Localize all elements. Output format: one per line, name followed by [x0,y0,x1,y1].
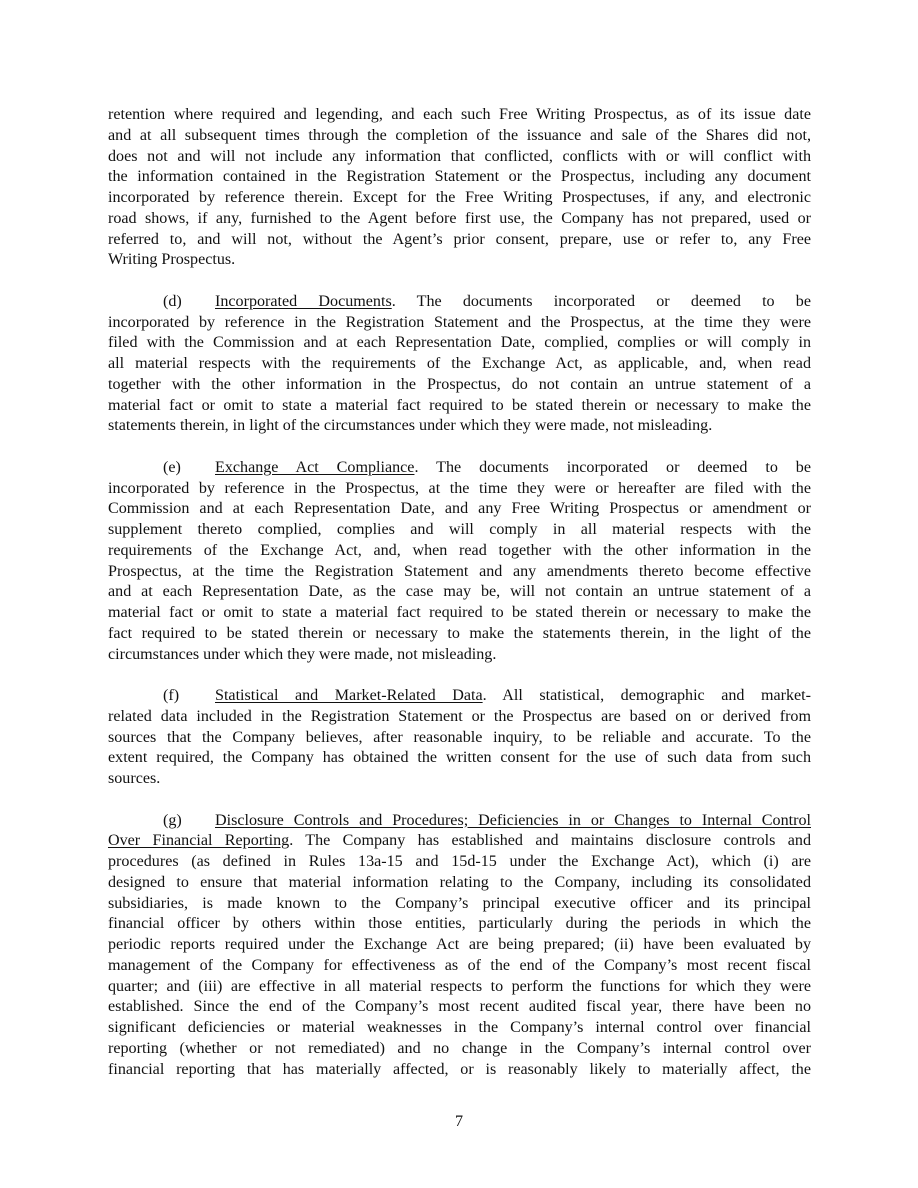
text-line: and at all subsequent times through the completion of the issuance and sale of the Shares did not, [108,126,811,144]
text-line: sources. [108,770,161,787]
section-label: (e) [163,458,181,476]
section-first-line [108,458,811,479]
text-line: circumstances under which they were made, not misleading. [108,645,497,663]
text-line: all material respects with the requirements of the Exchange Act, as applicable, and, when read [108,355,811,372]
section-first-line-text: . All statistical, demographic and market- [482,687,811,704]
text-line: statements therein, in light of the circumstances under which they were made, not misleading. [108,417,713,435]
section-label: (f) [163,687,180,704]
section-heading-continued: Over Financial Reporting [108,832,290,850]
text-line: management of the Company for effectiveness as of the end of the Company’s most recent fiscal [108,956,811,974]
text-line: requirements of the Exchange Act, and, when read together with the other information in the [108,541,811,559]
page-number: 7 [454,1113,464,1130]
document-page [108,105,811,1101]
text-line: established. Since the end of the Company’s most recent audited fiscal year, there have been no [108,998,811,1016]
section-heading: Incorporated Documents [215,292,392,310]
text-line: Prospectus, at the time the Registration Statement and any amendments thereto become effective [108,562,811,580]
section-first-line-text: . The documents incorporated or deemed to be [414,458,811,476]
section-g-disclosure-controls [108,811,811,1081]
section-heading: Exchange Act Compliance [215,458,415,476]
section-heading: Disclosure Controls and Procedures; Deficiencies in or Changes to Internal Control [215,811,811,829]
text-line: incorporated by reference in the Prospectus, at the time they were or hereafter are filed with the [108,479,811,497]
text-line: incorporated by reference in the Registration Statement and the Prospectus, at the time they were [108,313,811,331]
section-f-statistical-data [108,686,811,790]
text-line: financial reporting that has materially affected, or is reasonably likely to materially affect, the [108,1060,811,1078]
text-line: periodic reports required under the Exchange Act are being prepared; (ii) have been evaluated by [108,936,811,953]
text-line: filed with the Commission and at each Representation Date, complied, complies or will comply in [108,334,811,352]
section-first-line-text: . The documents incorporated or deemed to be [391,292,811,310]
text-line: Writing Prospectus. [108,251,236,269]
text-line: and at each Representation Date, as the case may be, will not contain an untrue statement of a [108,583,811,601]
text-line: subsidiaries, is made known to the Company’s principal executive officer and its principal [108,894,811,912]
section-first-line [108,292,811,313]
text-line: Commission and at each Representation Date, and any Free Writing Prospectus or amendment or [108,500,811,518]
section-first-line [108,811,811,832]
continuation-paragraph [108,105,811,271]
section-first-line [108,686,811,707]
section-heading: Statistical and Market-Related Data [215,687,483,704]
text-line: material fact or omit to state a material fact required to be stated therein or necessary to make the [108,604,811,621]
text-line: extent required, the Company has obtained the written consent for the use of such data from such [108,749,811,767]
section-d-incorporated-documents [108,292,811,437]
text-line: fact required to be stated therein or necessary to make the statements therein, in the light of the [108,624,811,642]
text-line: procedures (as defined in Rules 13a-15 and 15d-15 under the Exchange Act), which (i) are [108,853,811,870]
text-line: referred to, and will not, without the Agent’s prior consent, prepare, use or refer to, any Free [108,230,811,248]
text-line: related data included in the Registration Statement or the Prospectus are based on or derived from [108,707,811,725]
text-line: retention where required and legending, and each such Free Writing Prospectus, as of its issue date [108,106,811,123]
text-line: material fact or omit to state a material fact required to be stated therein or necessary to make the [108,396,811,414]
text-line: does not and will not include any information that conflicted, conflicts with or will conflict with [108,147,811,165]
text-line: the information contained in the Registration Statement or the Prospectus, including any document [108,168,811,186]
section-label: (d) [163,292,182,310]
text-line: financial officer by others within those entities, particularly during the periods in which the [108,915,811,933]
text-line: reporting (whether or not remediated) and no change in the Company’s internal control over [108,1039,811,1057]
section-second-line [108,831,811,852]
section-second-line-text: . The Company has established and maintains disclosure controls and [289,832,811,850]
section-e-exchange-act-compliance [108,458,811,666]
text-line: sources that the Company believes, after reasonable inquiry, to be reliable and accurate. To the [108,728,811,746]
text-line: together with the other information in the Prospectus, do not contain an untrue statement of a [108,375,811,393]
text-line: supplement thereto complied, complies and will comply in all material respects with the [108,521,811,538]
text-line: designed to ensure that material information relating to the Company, including its consolidated [108,873,811,891]
text-line: quarter; and (iii) are effective in all material respects to perform the functions for which they were [108,977,811,995]
text-line: significant deficiencies or material weaknesses in the Company’s internal control over financial [108,1019,811,1036]
text-line: road shows, if any, furnished to the Agent before first use, the Company has not prepared, used or [108,209,811,227]
text-line: incorporated by reference therein. Except for the Free Writing Prospectuses, if any, and electronic [108,189,811,206]
section-label: (g) [163,811,182,829]
